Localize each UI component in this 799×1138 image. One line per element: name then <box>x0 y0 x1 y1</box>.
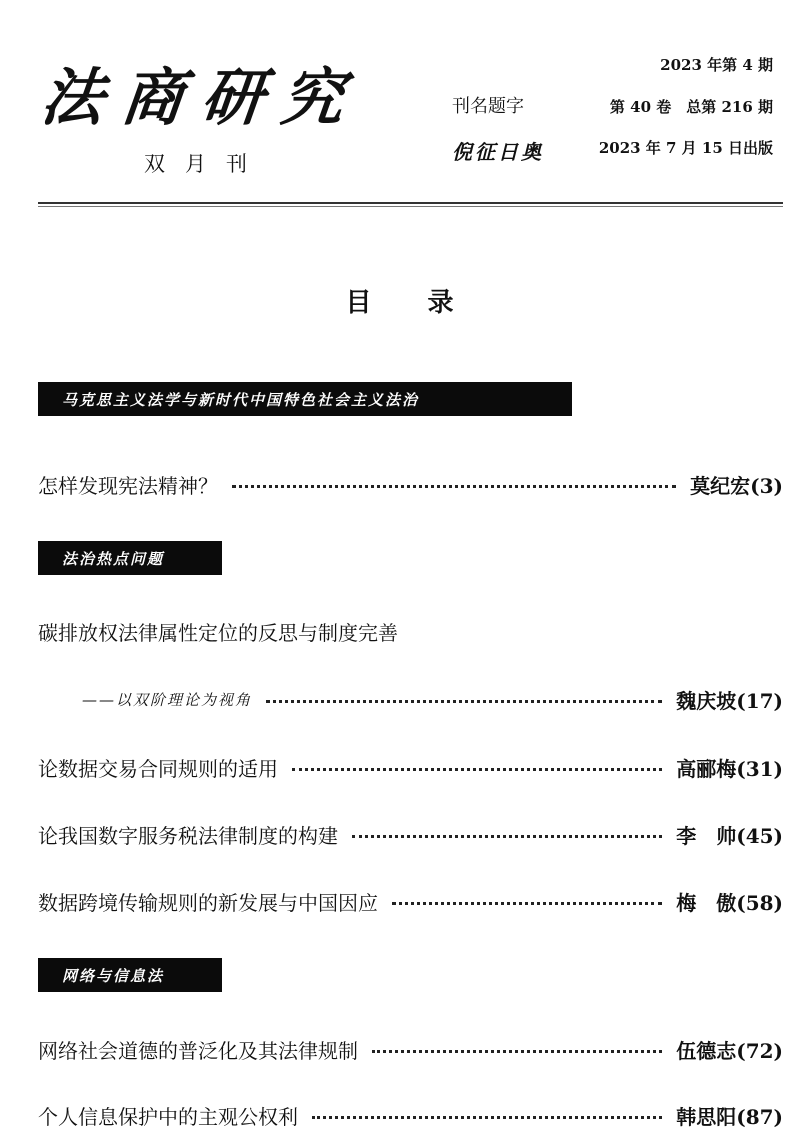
article-author-page: 魏庆坡(17) <box>676 688 783 713</box>
toc-entry-subtitle[interactable] <box>82 682 783 716</box>
article-author-page: 李 帅(45) <box>676 823 783 848</box>
article-title: 论我国数字服务税法律制度的构建 <box>38 823 338 848</box>
article-title: 数据跨境传输规则的新发展与中国因应 <box>38 890 378 915</box>
issue-date: 2023 年 7 月 15 日出版 <box>598 139 773 157</box>
section-title: 法治热点问题 <box>62 549 165 568</box>
header-rule-thin <box>38 206 783 207</box>
header-rule <box>38 202 783 204</box>
article-title: 怎样发现宪法精神？ <box>38 473 218 498</box>
section-title: 网络与信息法 <box>62 966 165 985</box>
journal-title: 法商研究 <box>37 61 366 134</box>
dot-leader <box>352 835 662 838</box>
dot-leader <box>266 700 662 703</box>
toc-entry[interactable] <box>38 614 783 648</box>
toc-entry[interactable] <box>38 884 783 918</box>
inscription-signature: 倪征日奥 <box>452 140 544 164</box>
article-author-page: 梅 傲(58) <box>676 890 783 915</box>
article-author-page: 莫纪宏(3) <box>690 473 783 498</box>
toc-entry[interactable] <box>38 750 783 784</box>
dot-leader <box>372 1050 662 1053</box>
dot-leader <box>392 902 662 905</box>
section-bar-marxist-law <box>38 382 572 416</box>
publication-frequency: 双月刊 <box>144 152 267 176</box>
dot-leader <box>312 1116 662 1119</box>
article-author-page: 伍德志(72) <box>676 1038 783 1063</box>
article-title: 个人信息保护中的主观公权利 <box>38 1104 298 1129</box>
issue-volume: 第 40 卷 总第 216 期 <box>609 98 773 116</box>
toc-heading <box>0 282 799 319</box>
toc-entry[interactable] <box>38 1098 783 1132</box>
toc-entry[interactable] <box>38 467 783 501</box>
dot-leader <box>292 768 662 771</box>
section-bar-network-law <box>38 958 222 992</box>
issue-number: 2023 年第 4 期 <box>660 56 773 74</box>
article-subtitle: ——以双阶理论为视角 <box>82 690 253 709</box>
section-title: 马克思主义法学与新时代中国特色社会主义法治 <box>62 390 420 409</box>
toc-entry[interactable] <box>38 1032 783 1066</box>
article-author-page: 高郦梅(31) <box>676 756 783 781</box>
inscription-label: 刊名题字 <box>452 96 524 117</box>
toc-heading-char-2: 录 <box>427 288 454 318</box>
article-title: 论数据交易合同规则的适用 <box>38 756 278 781</box>
toc-entry[interactable] <box>38 817 783 851</box>
dot-leader <box>232 485 676 488</box>
section-bar-hot-issues <box>38 541 222 575</box>
toc-heading-char-1: 目 <box>345 288 372 318</box>
article-title: 碳排放权法律属性定位的反思与制度完善 <box>38 620 398 645</box>
article-title: 网络社会道德的普泛化及其法律规制 <box>38 1038 358 1063</box>
article-author-page: 韩思阳(87) <box>676 1104 783 1129</box>
